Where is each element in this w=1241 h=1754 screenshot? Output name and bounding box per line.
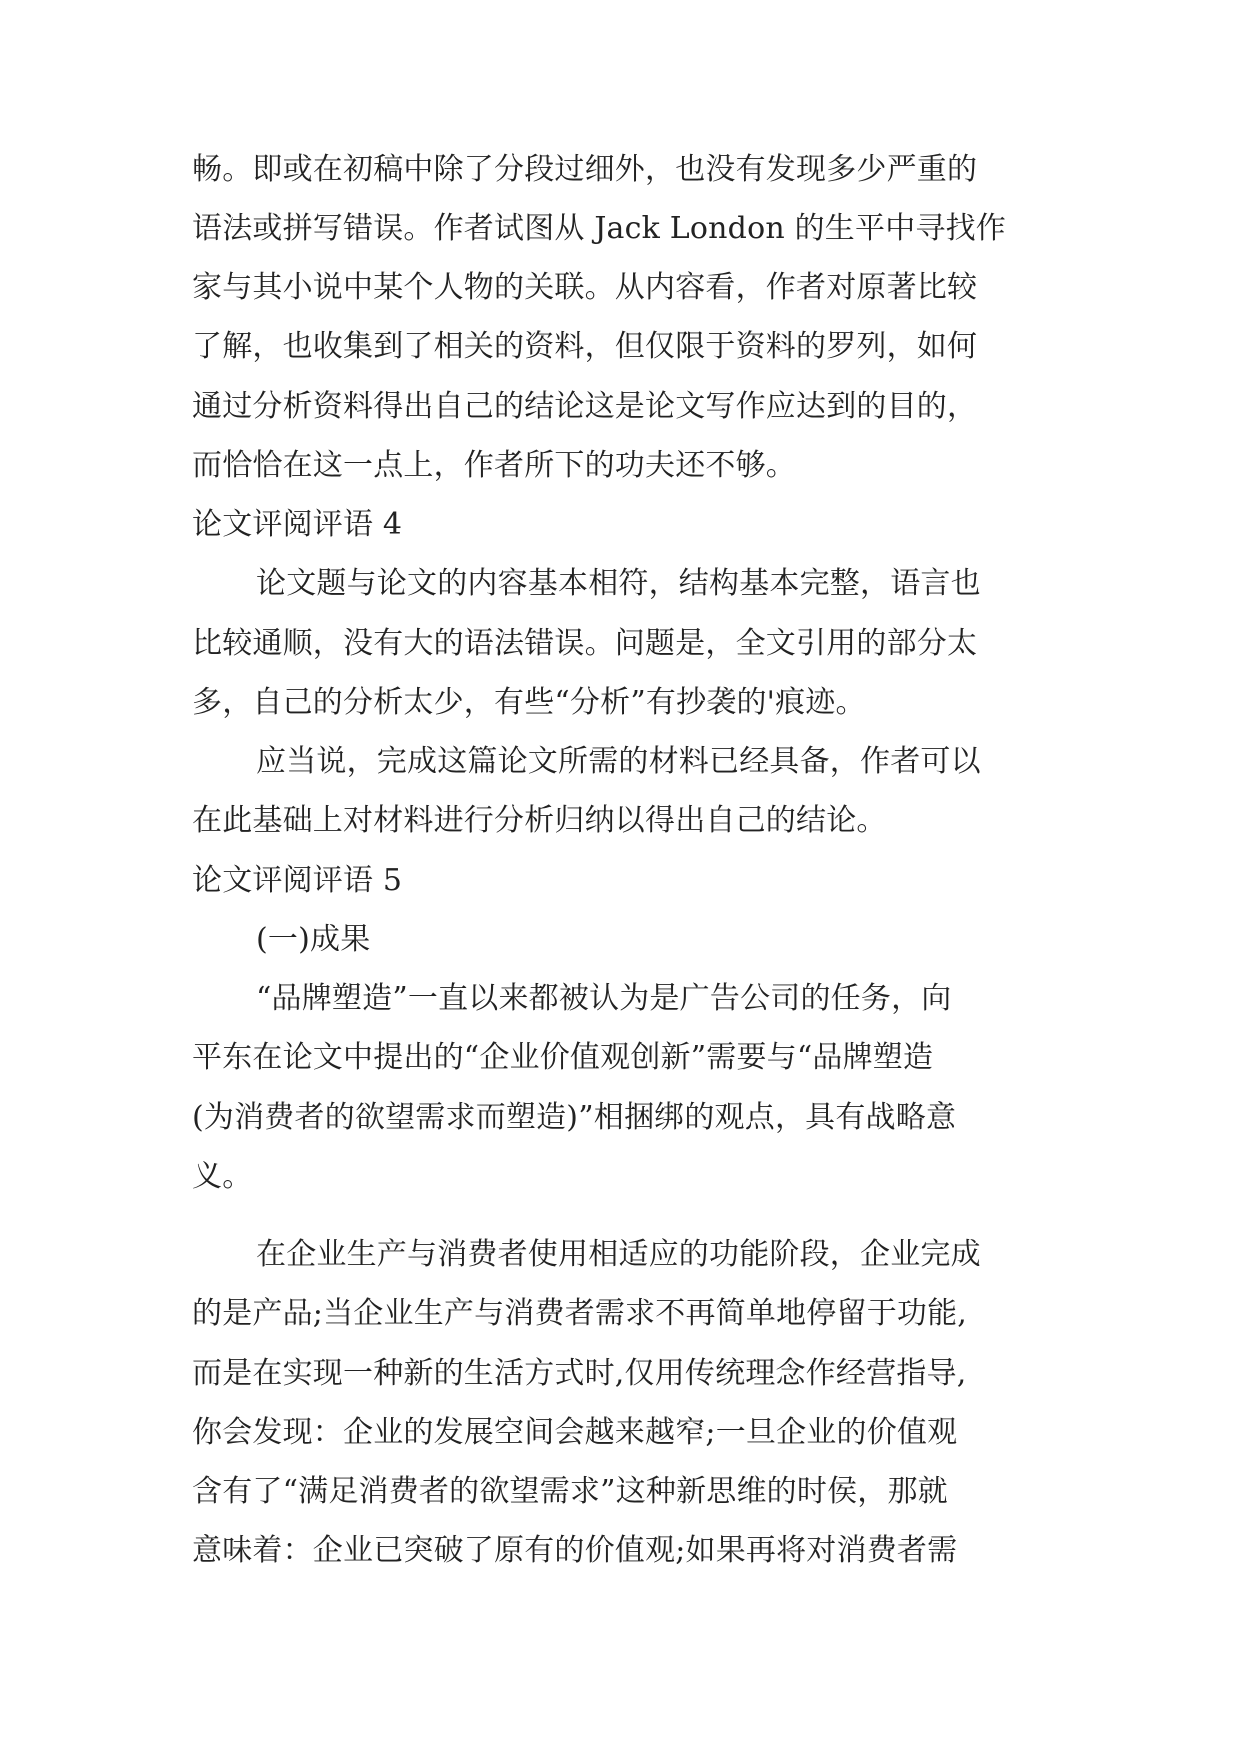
text-line: 语法或拼写错误。作者试图从 Jack London 的生平中寻找作 [192, 211, 1006, 246]
text-line: 意味着：企业已突破了原有的价值观;如果再将对消费者需 [192, 1533, 958, 1568]
text-line: 论文评阅评语 4 [192, 507, 403, 542]
text-line: (为消费者的欲望需求而塑造)”相捆绑的观点，具有战略意 [192, 1100, 957, 1135]
text-line: 畅。即或在初稿中除了分段过细外，也没有发现多少严重的 [192, 152, 978, 187]
text-line: 多，自己的分析太少，有些“分析”有抄袭的'痕迹。 [192, 685, 866, 720]
text-line: 而恰恰在这一点上，作者所下的功夫还不够。 [192, 448, 796, 483]
text-line: “品牌塑造”一直以来都被认为是广告公司的任务，向 [256, 981, 952, 1016]
text-line: 在企业生产与消费者使用相适应的功能阶段，企业完成 [256, 1237, 981, 1272]
text-line: 的是产品;当企业生产与消费者需求不再简单地停留于功能, [192, 1296, 968, 1331]
text-line: 论文评阅评语 5 [192, 863, 403, 898]
text-line: 而是在实现一种新的生活方式时,仅用传统理念作经营指导, [192, 1356, 967, 1391]
text-line: 应当说，完成这篇论文所需的材料已经具备，作者可以 [256, 744, 981, 779]
text-line: 通过分析资料得出自己的结论这是论文写作应达到的目的， [192, 389, 978, 424]
text-line: 义。 [192, 1159, 253, 1194]
text-line: 论文题与论文的内容基本相符，结构基本完整，语言也 [256, 566, 981, 601]
text-line: 含有了“满足消费者的欲望需求”这种新思维的时侯，那就 [192, 1474, 948, 1509]
text-line: 你会发现：企业的发展空间会越来越窄;一旦企业的价值观 [192, 1415, 958, 1450]
text-line: 了解，也收集到了相关的资料，但仅限于资料的罗列，如何 [192, 329, 978, 364]
text-line: 家与其小说中某个人物的关联。从内容看，作者对原著比较 [192, 270, 978, 305]
text-line: 在此基础上对材料进行分析归纳以得出自己的结论。 [192, 803, 887, 838]
text-line: 比较通顺，没有大的语法错误。问题是，全文引用的部分太 [192, 626, 978, 661]
text-line: 平东在论文中提出的“企业价值观创新”需要与“品牌塑造 [192, 1040, 934, 1075]
text-line: (一)成果 [256, 922, 371, 957]
